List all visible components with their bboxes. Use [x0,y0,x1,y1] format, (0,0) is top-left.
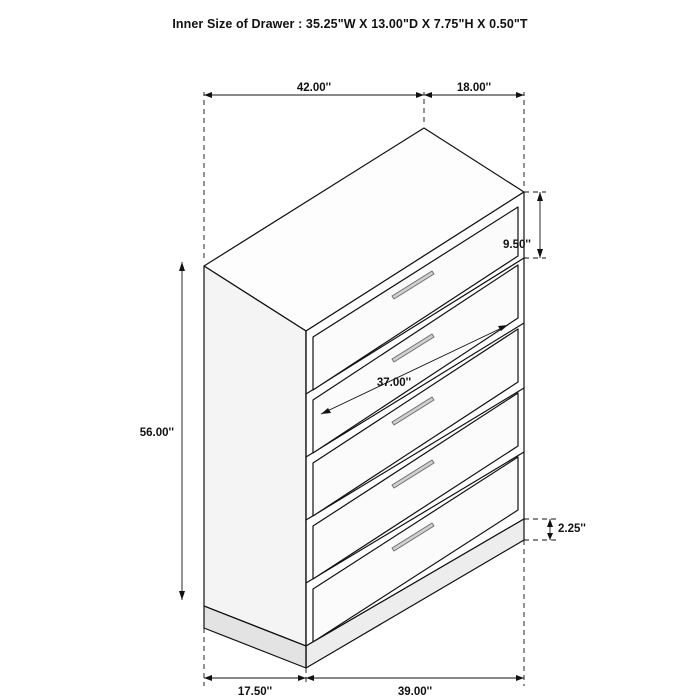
arrow-top-depth-right [516,92,524,98]
arrow-basewidth-left [306,675,314,681]
label-base-height: 2.25'' [558,523,586,535]
arrow-height-bottom [179,591,185,600]
arrow-basedepth-left [204,675,212,681]
chest-left-side-panel [204,266,306,646]
label-top-depth: 18.00'' [456,82,492,94]
arrow-topdrawer-up [537,192,543,201]
arrow-baseheight-up [547,519,553,527]
label-top-width: 42.00'' [296,82,332,94]
arrow-top-depth-left [424,92,432,98]
label-base-width: 39.00'' [397,686,433,698]
arrow-basewidth-right [516,675,524,681]
page-title: Inner Size of Drawer : 35.25"W X 13.00"D X 7.75"H X 0.50"T [172,17,528,31]
arrow-topdrawer-down [537,249,543,258]
arrow-top-width-right [416,92,424,98]
arrow-height-top [179,262,185,271]
arrow-baseheight-down [547,533,553,540]
label-drawer-front-width: 37.00'' [376,377,412,389]
label-base-depth: 17.50'' [237,686,273,698]
arrow-top-width-left [204,92,212,98]
chest-illustration [204,128,524,668]
label-overall-height: 56.00'' [139,427,174,439]
arrow-basedepth-right [298,675,306,681]
label-top-drawer-height: 9.50'' [503,239,531,251]
